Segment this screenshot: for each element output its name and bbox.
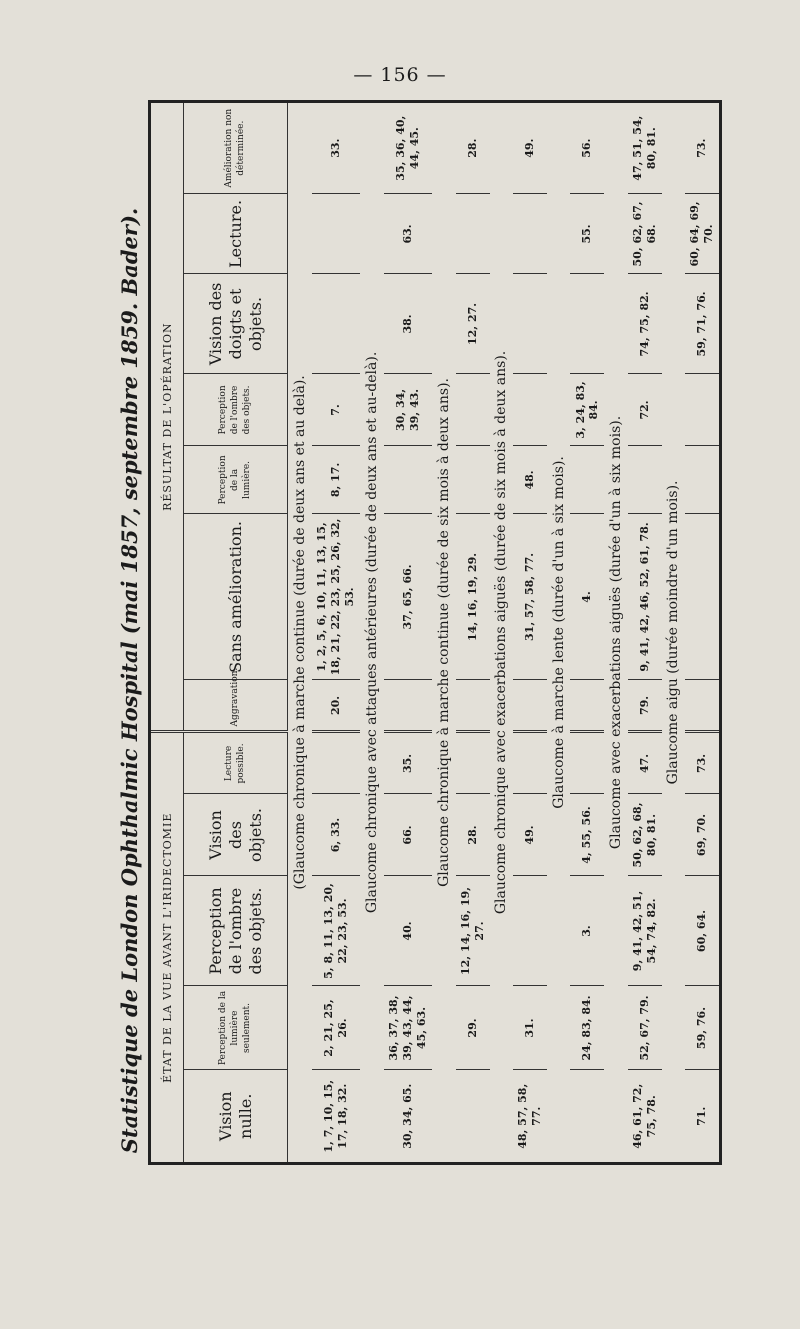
table-cell [513,732,547,794]
table-cell: 63. [384,194,432,274]
table-cell [570,446,604,514]
section-title: Glaucome chronique à marche continue (durée de six mois à deux ans). [436,378,453,887]
table-cell [685,446,719,514]
col-vision-objets: Vision des objets. [184,794,288,876]
table-cell [384,446,432,514]
table-cell [312,194,360,274]
table-cell [513,274,547,374]
table-cell: 4, 55, 56. [570,794,604,876]
table-cell: 52, 67, 79. [628,986,662,1070]
table-row [312,103,360,1162]
table-cell: 40. [384,876,432,986]
table-cell [628,446,662,514]
table-cell: 28. [456,794,490,876]
section-title-row [288,103,312,1162]
table-cell: 46, 61, 72, 75, 78. [630,1083,658,1149]
section-title-row [432,103,456,1162]
table-cell: 49. [513,794,547,876]
col-vision-nulle: Vision nulle. [184,1070,288,1162]
table-cell [456,1070,490,1162]
table-row [628,103,662,1162]
table-cell: 37, 65, 66. [384,514,432,680]
col-lecture: Lecture. [184,194,288,274]
table-row [384,103,432,1162]
table-body [288,103,719,1162]
table-cell [513,680,547,732]
col-perception-lumiere: Perception de la lumière seulement. [184,986,288,1070]
table-cell: 47. [628,732,662,794]
table-cell: 55. [570,194,604,274]
table-cell: 4. [570,514,604,680]
col-amelioration-non-determinee: Amélioration non déterminée. [184,103,288,194]
table-cell [312,732,360,794]
table-cell: 30, 34, 65. [401,1083,415,1149]
table-cell: 35. [384,732,432,794]
table-cell: 73. [685,103,719,194]
table-cell: 1, 2, 5, 6, 10, 11, 13, 15, 18, 21, 22, 23, 25, 26, 32, 53. [312,514,360,680]
table-cell [685,374,719,446]
table-cell: 9, 41, 42, 51, 54, 74, 82. [628,876,662,986]
col-aggravation: Aggravation. [184,680,288,732]
table-cell: 12, 14, 16, 19, 27. [456,876,490,986]
statistics-table [151,103,719,1162]
table-cell [384,680,432,732]
section-title-row [360,103,384,1162]
section-title: Glaucome à marche lente (durée d'un à six mois). [550,456,567,809]
table-cell: 50, 62, 67, 68. [628,194,662,274]
table-cell: 59, 76. [685,986,719,1070]
column-header-row [184,103,288,1162]
col-perception-ombre: Perception de l'ombre des objets. [184,876,288,986]
table-cell [456,374,490,446]
table-cell: 50, 62, 68, 80, 81. [628,794,662,876]
table-cell: 31, 57, 58, 77. [513,514,547,680]
table-cell: 28. [456,103,490,194]
table-cell [570,680,604,732]
table-cell: 48, 57, 58, 77. [516,1083,544,1149]
table-cell: 20. [312,680,360,732]
table-cell [570,1070,604,1162]
table-cell: 1, 7, 10, 15, 17, 18, 32. [322,1079,349,1153]
table-cell [456,680,490,732]
table-cell: 71. [695,1106,709,1126]
table-cell: 14, 16, 19, 29. [456,514,490,680]
table-cell: 3, 24, 83, 84. [570,374,604,446]
table-cell: 5, 8, 11, 13, 20, 22, 23, 53. [312,876,360,986]
table-cell: 49. [513,103,547,194]
table-cell: 60, 64, 69, 70. [685,194,719,274]
table-cell: 74, 75, 82. [628,274,662,374]
section-title: Glaucome avec exacerbations aiguës (durée d'un à six mois). [608,415,624,850]
table-row [685,103,719,1162]
table-row [570,103,604,1162]
table-cell [456,732,490,794]
section-title: Glaucome aigu (durée moindre d'un mois). [665,480,682,785]
table-cell: 69, 70. [685,794,719,876]
group-header-row [151,103,184,1162]
col-sans-amelioration: Sans amélioration. [184,514,288,680]
table-row [513,103,547,1162]
table-cell [456,194,490,274]
table-cell [685,514,719,680]
table-cell: 33. [312,103,360,194]
table-cell [513,194,547,274]
col-res-perception-lumiere: Perception de la lumière. [184,446,288,514]
group-header-after: RÉSULTAT DE L'OPÉRATION [151,103,184,732]
section-title: (Glaucome chronique à marche continue (durée de deux ans et au delà). [291,375,308,890]
table-cell: 60, 64. [685,876,719,986]
table-cell: 38. [384,274,432,374]
table-cell: 24, 83, 84. [570,986,604,1070]
table-cell: 56. [570,103,604,194]
table-cell: 72. [628,374,662,446]
table-cell: 73. [685,732,719,794]
section-title: Glaucome chronique avec exacerbations aiguës (durée de six mois à deux ans). [493,350,510,915]
table-cell: 66. [384,794,432,876]
table-cell [570,274,604,374]
table-cell: 3. [570,876,604,986]
table-frame [148,100,722,1165]
page-number: — 156 — [353,64,447,86]
table-cell: 7. [312,374,360,446]
table-cell: 31. [513,986,547,1070]
rotated-table-container [151,103,719,1162]
table-cell [312,274,360,374]
group-header-before: ÉTAT DE LA VUE AVANT L'IRIDECTOMIE [151,732,184,1162]
section-title: Glaucome chronique avec attaques antérieures (durée de deux ans et au-delà). [364,351,381,914]
table-cell: 59, 71, 76. [685,274,719,374]
section-title-row [604,103,628,1162]
table-cell [685,680,719,732]
section-title-row [547,103,571,1162]
table-cell: 30, 34, 39, 43. [384,374,432,446]
table-cell [456,446,490,514]
col-res-perception-ombre: Perception de l'ombre des objets. [184,374,288,446]
table-cell: 2, 21, 25, 26. [312,986,360,1070]
col-vision-doigts: Vision des doigts et objets. [184,274,288,374]
table-cell: 12, 27. [456,274,490,374]
table-cell: 36, 37, 38, 39, 43, 44, 45, 63. [384,986,432,1070]
table-cell: 8, 17. [312,446,360,514]
table-cell: 79. [628,680,662,732]
table-cell [513,876,547,986]
table-cell: 29. [456,986,490,1070]
table-cell: 6, 33. [312,794,360,876]
table-cell: 48. [513,446,547,514]
table-cell: 9, 41, 42, 46, 52, 61, 78. [628,514,662,680]
col-lecture-possible: Lecture possible. [184,732,288,794]
table-cell: 35, 36, 40, 44, 45. [384,103,432,194]
table-title: Statistique de London Ophthalmic Hospital (mai 1857, septembre 1859. Bader). [117,207,143,1153]
table-row [456,103,490,1162]
table-cell [513,374,547,446]
section-title-row [490,103,514,1162]
table-cell [570,732,604,794]
section-title-row [662,103,686,1162]
table-cell: 47, 51, 54, 80, 81. [628,103,662,194]
